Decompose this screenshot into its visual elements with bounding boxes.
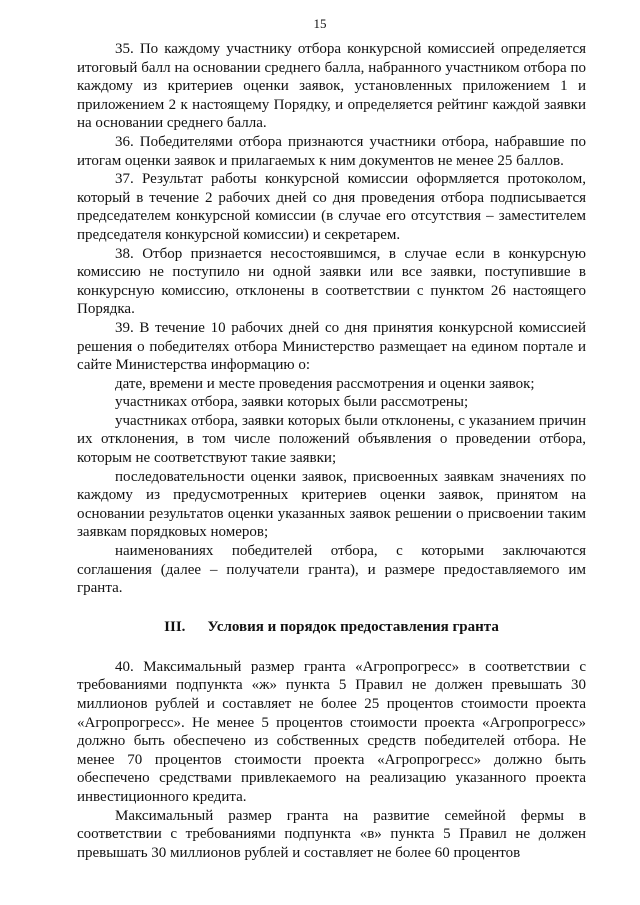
document-body [77,40,586,862]
list-item-winners: наименованиях победителей отбора, с которыми заключаются соглашения (далее – получатели гранта), и размере предоставляемого им гранта. [77,543,586,597]
list-item-rejected-participants: участниках отбора, заявки которых были отклонены, с указанием причин их отклонения, в том числе положений объявления о проведении отбора, которым не соответствуют такие заявки; [77,412,586,467]
section-number: III. [164,618,186,635]
paragraph-family-farm-grant: Максимальный размер гранта на развитие семейной фермы в соответствии с требованиями подпункта «в» пункта 5 Правил не должен превышать 30 миллионов рублей и составляет не более 60 процентов [77,807,586,861]
paragraph-37: 37. Результат работы конкурсной комиссии оформляется протоколом, который в течение 2 рабочих дней со дня проведения отбора подписывается председателем конкурсной комиссии (в случае его отсутствия – заместителем председателя конкурсной комиссии) и секретарем. [77,171,586,243]
list-item-evaluation-order: последовательности оценки заявок, присвоенных заявкам значениях по каждому из предусмотренных критериев оценки заявок, принятом на основании результатов оценки указанных заявок решении о присвоении таким заявкам порядковых номеров; [77,468,586,541]
list-item-review-date: дате, времени и месте проведения рассмотрения и оценки заявок; [115,375,535,392]
paragraph-35: 35. По каждому участнику отбора конкурсной комиссией определяется итоговый балл на основании среднего балла, набранного участником отбора по каждому из критериев оценки заявок, установленных приложением 1 и приложением 2 к настоящему Порядку, и определяется рейтинг каждой заявки на основании среднего балла. [77,41,586,132]
paragraph-39: 39. В течение 10 рабочих дней со дня принятия конкурсной комиссией решения о победителях отбора Министерство размещает на едином портале и сайте Министерства информацию о: [77,319,586,374]
paragraph-36: 36. Победителями отбора признаются участники отбора, набравшие по итогам оценки заявок и прилагаемых к ним документов не менее 25 баллов. [77,133,586,169]
section-title: Условия и порядок предоставления гранта [207,618,499,635]
paragraph-40: 40. Максимальный размер гранта «Агропрогресс» в соответствии с требованиями подпункта «ж» пункта 5 Правил не должен превышать 30 миллионов рублей и составляет не более 25 процентов стоимости проекта «Агропрогресс». Не менее 5 процентов стоимости проекта «Агропрогресс» должно быть обеспечено из собственных средств победителей отбора. Не менее 70 процентов стоимости проекта «Агропрогресс» должно быть обеспечено средствами привлекаемого на реализацию указанного проекта инвестиционного кредита. [77,658,586,805]
list-item-reviewed-participants: участниках отбора, заявки которых были рассмотрены; [115,394,469,411]
section-heading [77,618,586,636]
paragraph-38: 38. Отбор признается несостоявшимся, в случае если в конкурсную комиссию не поступило ни одной заявки или все заявки, поступившие в конкурсную комиссию, отклонены в соответствии с пунктом 26 настоящего Порядка. [77,245,586,318]
page-number: 15 [313,16,327,31]
